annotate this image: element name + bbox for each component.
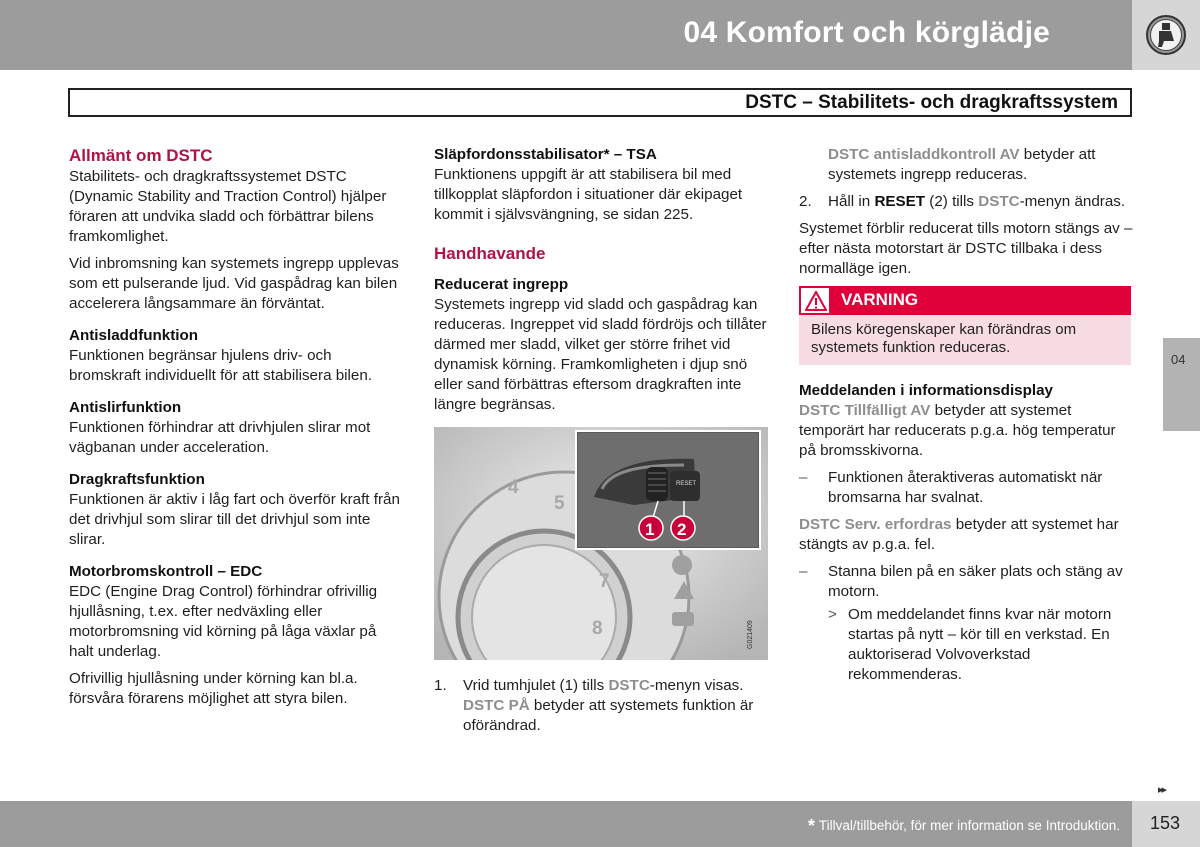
footer-bar bbox=[0, 801, 1132, 847]
gauge-number-8: 8 bbox=[592, 618, 603, 639]
antisladd-text: Funktionen begränsar hjulens driv- och bromskraft individuellt för att stabilisera bilen. bbox=[69, 347, 373, 384]
message-2-list bbox=[799, 562, 1134, 685]
heading-tsa: Släpfordonsstabilisator* – TSA bbox=[434, 146, 657, 163]
page-number-box bbox=[1132, 801, 1200, 847]
heading-reducerat: Reducerat ingrepp bbox=[434, 276, 569, 293]
callout-2: 2 bbox=[677, 520, 687, 539]
antislir-text: Funktionen förhindrar att drivhjulen slirar mot vägbanan under acceleration. bbox=[69, 419, 371, 456]
heading-antisladd: Antisladdfunktion bbox=[69, 327, 199, 344]
list-item: 2. Håll in RESET (2) tills DSTC-menyn ändras. bbox=[799, 193, 1126, 210]
tsa-text: Funktionens uppgift är att stabilisera bil med tillkopplat släpfordon i situationer där ekipaget kommit i självsvängning, se sidan 225. bbox=[434, 166, 743, 223]
heading-meddelanden: Meddelanden i informationsdisplay bbox=[799, 382, 1054, 399]
header-bar bbox=[0, 0, 1132, 70]
heading-allmant: Allmänt om DSTC bbox=[69, 146, 213, 165]
edc-text-2: Ofrivillig hjullåsning under körning kan bl.a. försvåra förarens möjlighet att styra bilen. bbox=[69, 670, 358, 707]
column-1 bbox=[69, 145, 404, 716]
footnote-asterisk: * bbox=[807, 816, 815, 836]
list-item: 1. Vrid tumhjulet (1) tills DSTC-menyn visas. DSTC PÅ betyder att systemets funktion är oförändrad. bbox=[434, 677, 754, 734]
display-text-dstc-pa: DSTC PÅ bbox=[463, 697, 530, 714]
list-item: – Stanna bilen på en säker plats och stäng av motorn. > Om meddelandet finns kvar när motorn startas på nytt – kör till en verkstad. En auktoriserad Volvoverkstad rekommenderas. bbox=[799, 562, 1134, 685]
reset-button-label: RESET bbox=[874, 193, 926, 210]
message-2-text: DSTC Serv. erfordras betyder att systemet har stängts av p.g.a. fel. bbox=[799, 516, 1119, 553]
heading-dragkraft: Dragkraftsfunktion bbox=[69, 471, 205, 488]
footnote: * Tillval/tillbehör, för mer information se Introduktion. bbox=[807, 816, 1120, 836]
display-text-dstc-2: DSTC bbox=[978, 193, 1020, 210]
gauge-number-4: 4 bbox=[508, 477, 519, 498]
gauge-number-7: 7 bbox=[599, 571, 610, 592]
warning-icon bbox=[799, 286, 831, 315]
chapter-icon-box bbox=[1132, 0, 1200, 70]
side-tab-label: 04 bbox=[1171, 352, 1186, 367]
dashboard-figure bbox=[434, 427, 768, 660]
message-1-list bbox=[799, 468, 1134, 508]
warning-box bbox=[799, 286, 1131, 365]
next-page-marker: ▸▸ bbox=[1158, 784, 1166, 796]
list-item: – Funktionen återaktiveras automatiskt när bromsarna har svalnat. bbox=[799, 469, 1103, 506]
warning-header bbox=[799, 286, 1131, 315]
message-1-text: DSTC Tillfälligt AV betyder att systemet temporärt har reducerats p.g.a. hög temperatur på bromsskivorna. bbox=[799, 402, 1116, 459]
figure-code: G021409 bbox=[747, 620, 754, 649]
section-title: DSTC – Stabilitets- och dragkraftssystem bbox=[745, 92, 1118, 113]
heading-handhavande: Handhavande bbox=[434, 244, 546, 263]
continued-text: DSTC antisladdkontroll AV betyder att systemets ingrepp reduceras. bbox=[828, 146, 1096, 183]
warning-title: VARNING bbox=[841, 290, 919, 309]
display-text-tillfalligt-av: DSTC Tillfälligt AV bbox=[799, 402, 931, 419]
display-text-serv-erfordras: DSTC Serv. erfordras bbox=[799, 516, 952, 533]
steps-list-1 bbox=[434, 676, 769, 736]
display-text-dstc: DSTC bbox=[608, 677, 650, 694]
intro-text: Stabilitets- och dragkraftssystemet DSTC (Dynamic Stability and Traction Control) hjälper föraren att undvika sladd och förbättrar bilens framkomlighet. bbox=[69, 168, 387, 245]
dragkraft-text: Funktionen är aktiv i låg fart och överför kraft från det drivhjul som slirar till det drivhjul som inte slirar. bbox=[69, 491, 400, 548]
display-text-antisladd-av: DSTC antisladdkontroll AV bbox=[828, 146, 1020, 163]
braking-text: Vid inbromsning kan systemets ingrepp upplevas som ett pulserande ljud. Vid gaspådrag kan bilen accelerera långsammare än förväntat. bbox=[69, 255, 399, 312]
warning-text: Bilens köregenskaper kan förändras om systemets funktion reduceras. bbox=[799, 315, 1131, 365]
edc-text: EDC (Engine Drag Control) förhindrar ofrivillig hjullåsning, t.ex. efter nedväxling eller motorbromsning vid körning på låga växlar på halt underlag. bbox=[69, 583, 378, 660]
list-item: > Om meddelandet finns kvar när motorn startas på nytt – kör till en verkstad. En auktoriserad Volvoverkstad rekommenderas. bbox=[828, 606, 1112, 683]
heading-edc: Motorbromskontroll – EDC bbox=[69, 563, 263, 580]
stalk-reset-label: RESET bbox=[676, 481, 697, 487]
reducerat-text: Systemets ingrepp vid sladd och gaspådrag kan reduceras. Ingreppet vid sladd fördröjs och tillåter därmed mer sladd, vilket ger större frihet vid dynamisk körning. Framkomligheten i djup snö eller sand förbättras eftersom dragkraften inte längre begränsas. bbox=[434, 296, 767, 413]
section-header bbox=[68, 88, 1132, 117]
callout-1: 1 bbox=[645, 520, 655, 539]
steps-list-2 bbox=[799, 192, 1134, 212]
heading-antislir: Antislirfunktion bbox=[69, 399, 182, 416]
chapter-side-tab[interactable] bbox=[1163, 338, 1200, 431]
reduced-text: Systemet förblir reducerat tills motorn stängs av – efter nästa motorstart är DSTC tillbaka i dess normalläge igen. bbox=[799, 220, 1133, 277]
column-3 bbox=[799, 145, 1134, 685]
page-number: 153 bbox=[1150, 813, 1181, 833]
column-2 bbox=[434, 145, 769, 743]
chapter-title: 04 Komfort och körglädje bbox=[683, 16, 1050, 49]
instrument-illustration bbox=[434, 427, 768, 660]
gauge-number-5: 5 bbox=[554, 493, 565, 514]
message-2-sublist bbox=[828, 605, 1134, 685]
seat-icon bbox=[1145, 14, 1187, 56]
